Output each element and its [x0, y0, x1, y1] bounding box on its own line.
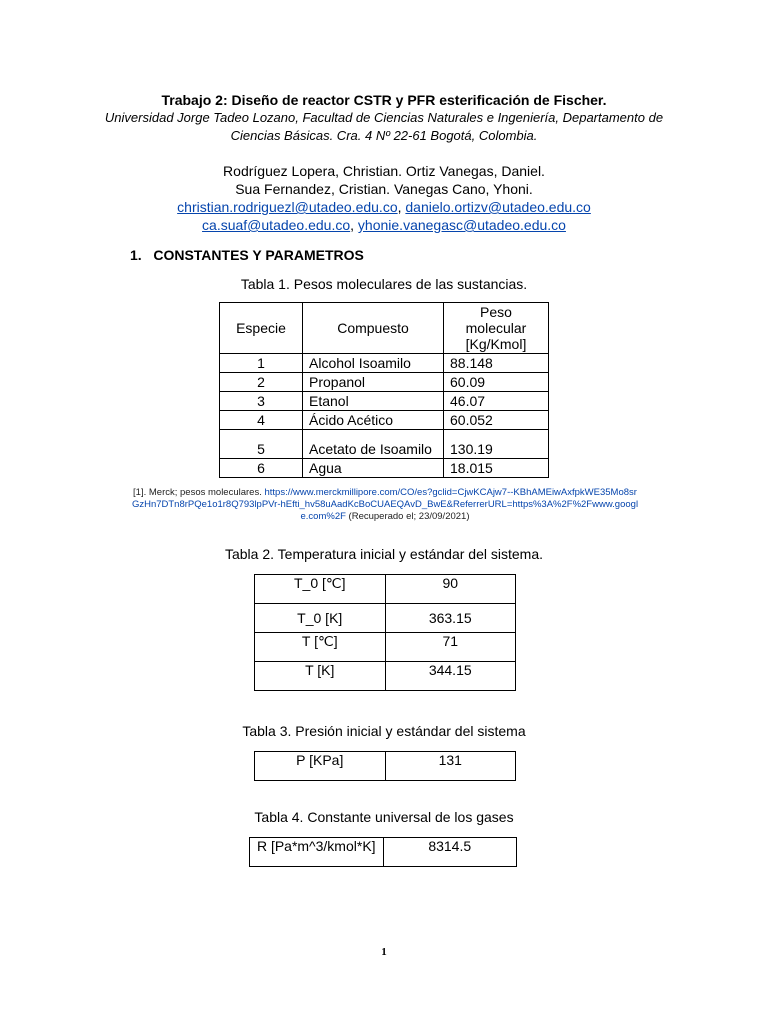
table-row [220, 411, 549, 430]
table-cell: 344.15 [385, 662, 516, 691]
gas-constant-table [249, 837, 517, 867]
table-cell: Etanol [303, 392, 444, 411]
table-cell: T [K] [255, 662, 386, 691]
table-row [220, 430, 549, 459]
table-cell: 363.15 [385, 604, 516, 633]
reference-note [130, 487, 640, 523]
table-cell: 130.19 [444, 430, 549, 459]
table-cell: T_0 [K] [255, 604, 386, 633]
reference-link[interactable]: https://www.merckmillipore.com/CO/es?gclid=CjwKCAjw7--KBhAMEiwAxfpkWE35Mo8srGzHn7DTn8rPQe1o1r8Q793lpPVr-hEfti_hv58uAadKcBoCUAEQAvD_BwE&ReferrerURL=https%3A%2F%2Fwww.google.com%2F [131, 487, 639, 522]
email-link-rodriguez[interactable]: christian.rodriguezl@utadeo.edu.co [177, 199, 398, 215]
table3-caption: Tabla 3. Presión inicial y estándar del sistema [242, 723, 526, 739]
table-cell: T_0 [℃] [255, 575, 386, 604]
table-cell: 46.07 [444, 392, 549, 411]
table-cell: Alcohol Isoamilo [303, 354, 444, 373]
table-cell: 4 [220, 411, 303, 430]
table-cell: 71 [385, 633, 516, 662]
authors-block [0, 162, 768, 234]
table-row [255, 633, 516, 662]
table-row [220, 459, 549, 478]
table-cell: 60.09 [444, 373, 549, 392]
authors-line-2: Sua Fernandez, Cristian. Vanegas Cano, Yhoni. [235, 181, 533, 197]
table-cell: 131 [385, 752, 516, 781]
emails-line-2 [0, 216, 768, 234]
email-separator: , [397, 199, 406, 215]
temperature-table [254, 574, 516, 691]
table-cell: 88.148 [444, 354, 549, 373]
table-row [250, 838, 517, 867]
table-row [255, 662, 516, 691]
table-row [255, 604, 516, 633]
section-heading: 1. CONSTANTES Y PARAMETROS [130, 247, 364, 263]
header-peso-molecular: Peso molecular [Kg/Kmol] [444, 303, 549, 354]
header-especie: Especie [220, 303, 303, 354]
table4-caption: Tabla 4. Constante universal de los gases [254, 809, 514, 825]
table-cell: 8314.5 [383, 838, 517, 867]
table-row [255, 575, 516, 604]
table-row [220, 373, 549, 392]
email-link-vanegas[interactable]: yhonie.vanegasc@utadeo.edu.co [357, 217, 566, 233]
pressure-table [254, 751, 516, 781]
document-title: Trabajo 2: Diseño de reactor CSTR y PFR esterificación de Fischer. [161, 92, 607, 108]
table2-caption: Tabla 2. Temperatura inicial y estándar del sistema. [224, 546, 543, 562]
table-cell: 18.015 [444, 459, 549, 478]
page-number: 1 [381, 946, 387, 958]
molecular-weights-table [219, 302, 549, 478]
table-cell: 90 [385, 575, 516, 604]
table-cell: Propanol [303, 373, 444, 392]
table-row [220, 392, 549, 411]
table-cell: 6 [220, 459, 303, 478]
table-cell: Acetato de Isoamilo [303, 430, 444, 459]
table-row [220, 354, 549, 373]
affiliation: Universidad Jorge Tadeo Lozano, Facultad de Ciencias Naturales e Ingeniería, Departamento de Ciencias Básicas. Cra. 4 Nº 22-61 Bogotá, Colombia. [104, 110, 664, 143]
emails-line-1 [0, 198, 768, 216]
table-row [255, 752, 516, 781]
email-separator: , [350, 217, 358, 233]
reference-prefix: [1]. Merck; pesos moleculares. [133, 487, 265, 498]
table-cell: 2 [220, 373, 303, 392]
table-cell: 5 [220, 430, 303, 459]
table-cell: 60.052 [444, 411, 549, 430]
table-cell: 3 [220, 392, 303, 411]
email-link-ortiz[interactable]: danielo.ortizv@utadeo.edu.co [405, 199, 591, 215]
table-cell: R [Pa*m^3/kmol*K] [250, 838, 384, 867]
header-compuesto: Compuesto [303, 303, 444, 354]
table-header-row [220, 303, 549, 354]
table-cell: Agua [303, 459, 444, 478]
table-cell: P [KPa] [255, 752, 386, 781]
table1-caption: Tabla 1. Pesos moleculares de las sustancias. [240, 276, 528, 292]
email-link-sua[interactable]: ca.suaf@utadeo.edu.co [202, 217, 351, 233]
authors-line-1: Rodríguez Lopera, Christian. Ortiz Vanegas, Daniel. [223, 163, 545, 179]
table-cell: 1 [220, 354, 303, 373]
table-cell: Ácido Acético [303, 411, 444, 430]
reference-suffix: (Recuperado el; 23/09/2021) [345, 511, 470, 522]
table-cell: T [℃] [255, 633, 386, 662]
